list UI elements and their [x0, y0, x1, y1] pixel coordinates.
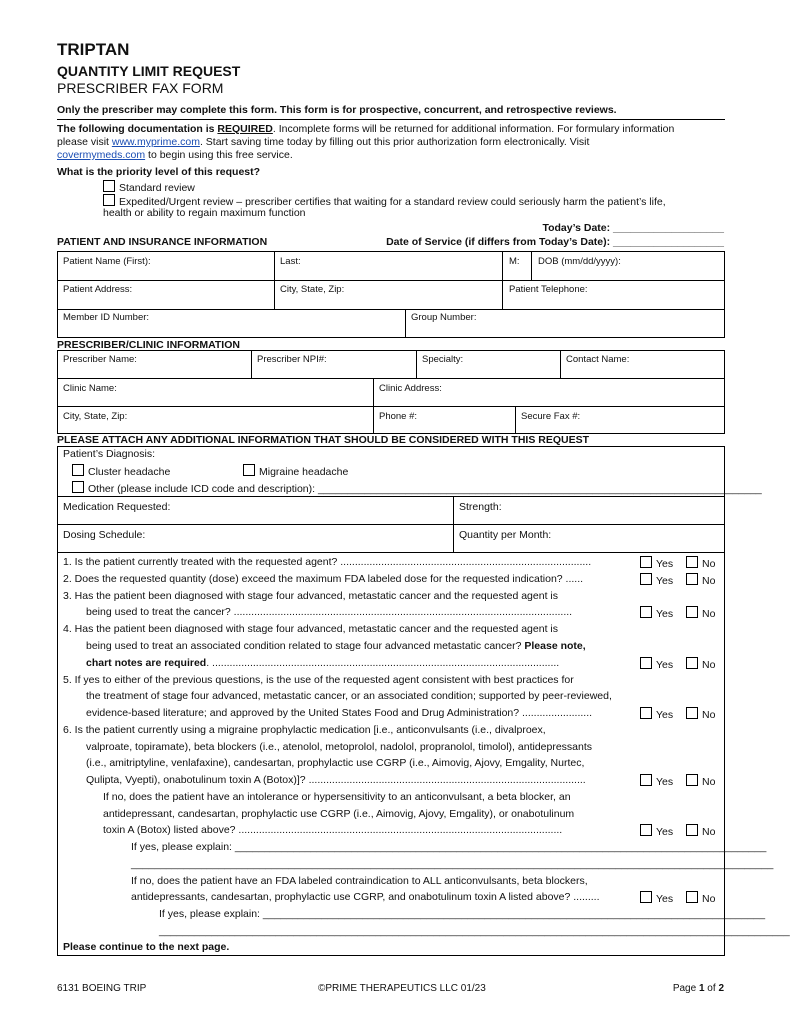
question-3-line-2: being used to treat the cancer? .................................................................................................................... [86, 606, 573, 618]
cluster-headache-label: Cluster headache [88, 466, 171, 478]
q6-yes-option[interactable] [640, 774, 673, 788]
quantity-per-month-field[interactable]: Quantity per Month: [459, 529, 552, 541]
question-4-line-2 [86, 640, 586, 653]
col-divider [405, 309, 406, 338]
other-diagnosis-checkbox[interactable] [72, 481, 84, 493]
question-6-line-4: Qulipta, Vyepti), onabotulinum toxin A (Botox)]? ............................................................................................... [86, 774, 586, 786]
other-diagnosis-label: Other (please include ICD code and description): ____________________________________________________________________________ [88, 483, 762, 495]
form-subtitle: QUANTITY LIMIT REQUEST [57, 63, 241, 79]
migraine-headache-option[interactable] [243, 464, 348, 479]
q6b-yes-option[interactable] [640, 891, 673, 905]
yes-label: Yes [656, 893, 674, 905]
divider [57, 119, 725, 120]
col-divider [560, 350, 561, 378]
q6-no-checkbox[interactable] [686, 774, 698, 786]
documentation-notice [57, 123, 737, 162]
no-label: No [702, 709, 716, 721]
q6a-yes-checkbox[interactable] [640, 824, 652, 836]
q2-no-checkbox[interactable] [686, 573, 698, 585]
clinic-address-field[interactable]: Clinic Address: [379, 383, 442, 394]
q1-no-option[interactable] [686, 556, 715, 570]
prescriber-name-field[interactable]: Prescriber Name: [63, 354, 137, 365]
row-divider [57, 309, 725, 310]
no-label: No [702, 826, 716, 838]
col-divider [453, 496, 454, 552]
col-divider [416, 350, 417, 378]
patient-city-field[interactable]: City, State, Zip: [280, 284, 345, 295]
question-6-followup-5: antidepressants, candesartan, prophylactic use CGRP, and onabotulinum toxin A listed above? ......... [131, 891, 600, 903]
cluster-headache-option[interactable] [72, 464, 170, 479]
question-6-line-1: 6. Is the patient currently using a migraine prophylactic medication [i.e., anticonvulsants (i.e., divalproex, [63, 724, 546, 736]
question-6-followup-4: If no, does the patient have an FDA labeled contraindication to ALL anticonvulsants, beta blockers, [131, 875, 588, 887]
yes-label: Yes [656, 709, 674, 721]
doc-rest: . Incomplete forms will be returned for additional information. For formulary information [272, 123, 675, 135]
form-title: TRIPTAN [57, 40, 130, 59]
question-4-leader: . ....................................................................................................................... [206, 657, 560, 669]
q1-no-checkbox[interactable] [686, 556, 698, 568]
question-4-note: Please note, [524, 640, 586, 652]
question-1: 1. Is the patient currently treated with the requested agent? ...................................................................................... [63, 556, 592, 568]
explain-field-2-line-2[interactable]: ____________________________________________________________________________________________________________ [159, 925, 790, 937]
yes-label: Yes [656, 575, 674, 587]
doc-lead: The following documentation is [57, 123, 218, 135]
col-divider [274, 251, 275, 309]
expedited-review-label: Expedited/Urgent review – prescriber certifies that waiting for a standard review could seriously harm the patient’s life, [119, 196, 666, 208]
q2-no-option[interactable] [686, 573, 715, 587]
form-subtitle-fax: PRESCRIBER FAX FORM [57, 80, 224, 96]
question-6-line-2: valproate, topiramate), beta blockers (i.e., atenolol, metoprolol, nadolol, propranolol, timolol), antidepressants [86, 741, 593, 753]
doc-line2-pre: please visit [57, 136, 112, 148]
copyright: ©PRIME THERAPEUTICS LLC 01/23 [318, 983, 486, 994]
question-6-followup-2: antidepressant, candesartan, prophylactic use CGRP (i.e., Aimovig, Ajovy, Emgality), or onabotulinum [103, 808, 575, 820]
q5-yes-option[interactable] [640, 707, 673, 721]
page-current: 1 [698, 983, 705, 994]
no-label: No [702, 608, 716, 620]
q6a-no-option[interactable] [686, 824, 715, 838]
q1-yes-option[interactable] [640, 556, 673, 570]
page-pre: Page [672, 983, 699, 994]
row-divider [57, 496, 725, 497]
row-divider [57, 406, 725, 407]
diagnosis-label: Patient’s Diagnosis: [63, 448, 156, 460]
doc-required: REQUIRED [217, 123, 273, 135]
q6b-no-checkbox[interactable] [686, 891, 698, 903]
myprime-link[interactable]: www.myprime.com [111, 136, 200, 148]
question-5-line-3: evidence-based literature; and approved by the United States Food and Drug Administration? ........................ [86, 707, 593, 719]
no-label: No [702, 558, 716, 570]
continue-notice: Please continue to the next page. [63, 941, 230, 953]
migraine-headache-label: Migraine headache [259, 466, 349, 478]
doc-line2-post: . Start saving time today by filling out this prior authorization form electronically. Visit [199, 136, 590, 148]
question-3-line-1: 3. Has the patient been diagnosed with stage four advanced, metastatic cancer and the requested agent is [63, 590, 558, 602]
q4-yes-checkbox[interactable] [640, 657, 652, 669]
cluster-headache-checkbox[interactable] [72, 464, 84, 476]
question-4-line-2-text: being used to treat an associated condition related to stage four advanced metastatic cancer? [86, 640, 525, 652]
q6-yes-checkbox[interactable] [640, 774, 652, 786]
q5-no-option[interactable] [686, 707, 715, 721]
q3-no-checkbox[interactable] [686, 606, 698, 618]
yes-label: Yes [656, 659, 674, 671]
form-code: 6131 BOEING TRIP [57, 983, 147, 994]
standard-review-checkbox[interactable] [103, 180, 115, 192]
expedited-review-label-2: health or ability to regain maximum function [103, 207, 306, 219]
todays-date-field[interactable]: Today’s Date: ___________________ [542, 222, 724, 234]
prescriber-section-header: PRESCRIBER/CLINIC INFORMATION [57, 339, 240, 351]
contact-name-field[interactable]: Contact Name: [566, 354, 630, 365]
explain-field-1[interactable]: If yes, please explain: ___________________________________________________________________________________________ [131, 841, 767, 853]
q6a-no-checkbox[interactable] [686, 824, 698, 836]
no-label: No [702, 659, 716, 671]
col-divider [373, 378, 374, 434]
question-4-chart-notes: chart notes are required [86, 657, 207, 669]
medication-requested-field[interactable]: Medication Requested: [63, 501, 171, 513]
patient-dob-field[interactable]: DOB (mm/dd/yyyy): [538, 256, 621, 267]
q4-no-checkbox[interactable] [686, 657, 698, 669]
col-divider [531, 251, 532, 280]
page-total: 2 [718, 983, 724, 994]
q3-no-option[interactable] [686, 606, 715, 620]
patient-last-name-field[interactable]: Last: [280, 256, 301, 267]
question-6-followup-1: If no, does the patient have an intolerance or hypersensitivity to an anticonvulsant, a beta blocker, an [103, 791, 571, 803]
attach-header: PLEASE ATTACH ANY ADDITIONAL INFORMATION THAT SHOULD BE CONSIDERED WITH THIS REQUEST [57, 434, 589, 446]
q5-yes-checkbox[interactable] [640, 707, 652, 719]
clinic-phone-field[interactable]: Phone #: [379, 411, 418, 422]
prescriber-only-notice: Only the prescriber may complete this form. This form is for prospective, concurrent, and retrospective reviews. [57, 104, 617, 116]
doc-line3-post: to begin using this free service. [145, 149, 293, 161]
no-label: No [702, 575, 716, 587]
dosing-schedule-field[interactable]: Dosing Schedule: [63, 529, 146, 541]
member-id-field[interactable]: Member ID Number: [63, 312, 150, 323]
question-2: 2. Does the requested quantity (dose) exceed the maximum FDA labeled dose for the requested indication? ...... [63, 573, 584, 585]
yes-label: Yes [656, 826, 674, 838]
patient-first-name-field[interactable]: Patient Name (First): [63, 256, 151, 267]
question-6-followup-3: toxin A (Botox) listed above? ............................................................................................................... [103, 824, 563, 836]
q5-no-checkbox[interactable] [686, 707, 698, 719]
question-5-line-1: 5. If yes to either of the previous questions, is the use of the requested agent consistent with best practices for [63, 674, 574, 686]
q6b-no-option[interactable] [686, 891, 715, 905]
clinic-city-field[interactable]: City, State, Zip: [63, 411, 128, 422]
q6-no-option[interactable] [686, 774, 715, 788]
other-diagnosis-option[interactable] [72, 481, 762, 496]
col-divider [251, 350, 252, 378]
page-number [673, 983, 724, 994]
page-mid: of [704, 983, 719, 994]
prescriber-npi-field[interactable]: Prescriber NPI#: [257, 354, 327, 365]
specialty-field[interactable]: Specialty: [422, 354, 464, 365]
patient-address-field[interactable]: Patient Address: [63, 284, 133, 295]
explain-field-2[interactable]: If yes, please explain: ______________________________________________________________________________________ [159, 908, 766, 920]
clinic-name-field[interactable]: Clinic Name: [63, 383, 117, 394]
q1-yes-checkbox[interactable] [640, 556, 652, 568]
col-divider [502, 251, 503, 309]
group-number-field[interactable]: Group Number: [411, 312, 477, 323]
q6b-yes-checkbox[interactable] [640, 891, 652, 903]
strength-field[interactable]: Strength: [459, 501, 502, 513]
q2-yes-option[interactable] [640, 573, 673, 587]
q3-yes-option[interactable] [640, 606, 673, 620]
q4-yes-option[interactable] [640, 657, 673, 671]
explain-field-1-line-2[interactable]: ______________________________________________________________________________________________________________ [131, 858, 774, 870]
q2-yes-checkbox[interactable] [640, 573, 652, 585]
standard-review-option[interactable] [103, 180, 195, 195]
standard-review-label: Standard review [119, 182, 195, 194]
patient-section-header: PATIENT AND INSURANCE INFORMATION [57, 236, 268, 248]
date-of-service-field[interactable]: Date of Service (if differs from Today’s Date): ___________________ [386, 236, 724, 248]
yes-label: Yes [656, 558, 674, 570]
q4-no-option[interactable] [686, 657, 715, 671]
no-label: No [702, 776, 716, 788]
row-divider [57, 378, 725, 379]
no-label: No [702, 893, 716, 905]
expedited-review-checkbox[interactable] [103, 194, 115, 206]
question-5-line-2: the treatment of stage four advanced, metastatic cancer, or an associated condition; supported by peer-reviewed, [86, 690, 612, 702]
question-4-line-1: 4. Has the patient been diagnosed with stage four advanced, metastatic cancer and the requested agent is [63, 623, 558, 635]
question-6-line-3: (i.e., amitriptyline, venlafaxine), candesartan, prophylactic use CGRP (i.e., Aimovig, Ajovy, Emgality, Nurtec, [86, 757, 585, 769]
row-divider [57, 280, 725, 281]
patient-telephone-field[interactable]: Patient Telephone: [509, 284, 588, 295]
col-divider [515, 406, 516, 434]
patient-mi-field[interactable]: M: [509, 256, 520, 267]
secure-fax-field[interactable]: Secure Fax #: [521, 411, 581, 422]
yes-label: Yes [656, 608, 674, 620]
row-divider [57, 552, 725, 553]
q6a-yes-option[interactable] [640, 824, 673, 838]
priority-question: What is the priority level of this request? [57, 166, 261, 178]
q3-yes-checkbox[interactable] [640, 606, 652, 618]
question-4-line-3 [86, 657, 637, 670]
migraine-headache-checkbox[interactable] [243, 464, 255, 476]
patient-info-table [57, 251, 725, 338]
yes-label: Yes [656, 776, 674, 788]
row-divider [57, 524, 725, 525]
covermymeds-link[interactable]: covermymeds.com [57, 149, 146, 161]
